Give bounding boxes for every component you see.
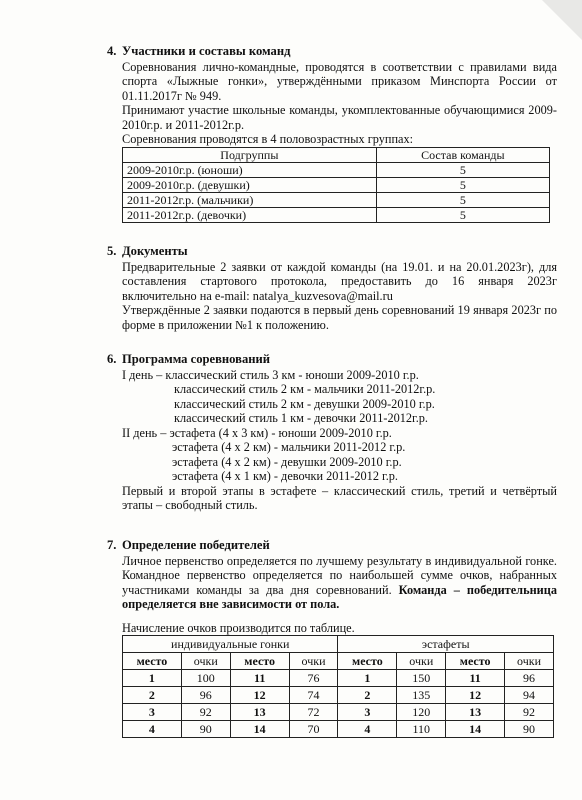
table-cell: 12 [230, 687, 289, 704]
table-cell: 90 [505, 721, 554, 738]
table-cell: 5 [376, 162, 549, 177]
table-cell: 110 [397, 721, 446, 738]
column-header: место [230, 653, 289, 670]
table-cell: 5 [376, 207, 549, 222]
table-cell: 150 [397, 670, 446, 687]
table-row [123, 670, 554, 687]
table-cell: 2 [123, 687, 182, 704]
column-header: очки [289, 653, 338, 670]
table-row [123, 177, 550, 192]
points-table [122, 635, 554, 738]
section-title: Программа соревнований [122, 352, 271, 366]
program-line: эстафета (4 х 2 км) - мальчики 2011-2012 г.р. [172, 440, 406, 454]
program-line: классический стиль 1 км - девочки 2011-2012г.р. [174, 411, 428, 425]
program-line: II день – эстафета (4 х 3 км) - юноши 2009-2010 г.р. [122, 425, 392, 440]
paragraph-bold-text: Команда – победительница определяется вне зависимости от пола. [122, 582, 557, 611]
paragraph: Начисление очков производится по таблице. [122, 620, 355, 635]
table-cell: 2011-2012г.р. (девочки) [123, 207, 377, 222]
table-cell: 11 [446, 670, 505, 687]
table-cell: 1 [338, 670, 397, 687]
table-row [123, 687, 554, 704]
table-row [123, 207, 550, 222]
table-row [123, 162, 550, 177]
program-line: эстафета (4 х 2 км) - девушки 2009-2010 г.р. [172, 454, 402, 469]
table-cell: 70 [289, 721, 338, 738]
column-header: Подгруппы [123, 147, 377, 162]
table-cell: 96 [505, 670, 554, 687]
table-cell: 4 [123, 721, 182, 738]
group-header: индивидуальные гонки [123, 636, 338, 653]
table-cell: 96 [181, 687, 230, 704]
paragraph-text: Личное первенство определяется по лучшему результату в индивидуальной гонке. Командное первенство определяется по наибольшей сумме очков, набранных участниками команды за два дня соревнований. [122, 553, 557, 597]
section-title: Документы [122, 244, 188, 258]
table-cell: 3 [338, 704, 397, 721]
groups-table [122, 147, 550, 223]
section-documents [107, 244, 557, 332]
table-cell: 1 [123, 670, 182, 687]
paragraph: Соревнования проводятся в 4 половозрастных группах: [122, 132, 414, 146]
column-header: очки [505, 653, 554, 670]
paragraph: Принимают участие школьные команды, укомплектованные обучающимися 2009-2010г.р. и 2011-2012г.р. [122, 103, 557, 132]
table-cell: 90 [181, 721, 230, 738]
section-number: 6. [107, 352, 117, 366]
paragraph: Предварительные 2 заявки от каждой команды (на 19.01. и на 20.01.2023г), для составления стартового протокола, предоставить до 16 января 2023г включительно на e-mail: natalya_kuzvesova@mail.ru [122, 259, 557, 303]
table-cell: 94 [505, 687, 554, 704]
table-cell: 135 [397, 687, 446, 704]
program-line: классический стиль 2 км - мальчики 2011-2012г.р. [174, 382, 436, 396]
section-number: 4. [107, 44, 117, 58]
table-cell: 76 [289, 670, 338, 687]
table-cell: 2011-2012г.р. (мальчики) [123, 192, 377, 207]
table-cell: 14 [446, 721, 505, 738]
page-corner-fold [542, 0, 582, 40]
section-participants [107, 44, 557, 223]
paragraph: Утверждённые 2 заявки подаются в первый день соревнований 19 января 2023г по форме в приложении №1 к положению. [122, 303, 557, 332]
section-title: Определение победителей [122, 538, 270, 552]
table-cell: 92 [505, 704, 554, 721]
program-line: классический стиль 2 км - девушки 2009-2010 г.р. [174, 396, 435, 411]
table-cell: 14 [230, 721, 289, 738]
table-cell: 100 [181, 670, 230, 687]
paragraph: Первый и второй этапы в эстафете – классический стиль, третий и четвёртый этапы – свободный стиль. [122, 483, 557, 512]
column-header: очки [181, 653, 230, 670]
table-row [123, 721, 554, 738]
table-cell: 2 [338, 687, 397, 704]
table-cell: 13 [230, 704, 289, 721]
table-cell: 5 [376, 192, 549, 207]
table-cell: 4 [338, 721, 397, 738]
table-row [123, 192, 550, 207]
table-cell: 2009-2010г.р. (девушки) [123, 177, 377, 192]
section-heading [107, 538, 557, 553]
section-title: Участники и составы команд [122, 44, 291, 58]
section-heading [107, 352, 557, 367]
table-cell: 11 [230, 670, 289, 687]
table-cell: 13 [446, 704, 505, 721]
column-header: Состав команды [376, 147, 549, 162]
section-heading [107, 44, 557, 59]
section-winners [107, 538, 557, 738]
column-header: место [123, 653, 182, 670]
paragraph: Соревнования лично-командные, проводятся в соответствии с правилами вида спорта «Лыжные гонки», утверждёнными приказом Минспорта России от 01.11.2017г № 949. [122, 59, 557, 103]
section-number: 7. [107, 538, 117, 552]
column-header: очки [397, 653, 446, 670]
program-line: эстафета (4 х 1 км) - девочки 2011-2012 г.р. [172, 469, 398, 483]
table-cell: 2009-2010г.р. (юноши) [123, 162, 377, 177]
column-header: место [338, 653, 397, 670]
table-row [123, 704, 554, 721]
table-cell: 72 [289, 704, 338, 721]
table-cell: 74 [289, 687, 338, 704]
table-cell: 120 [397, 704, 446, 721]
group-header: эстафеты [338, 636, 554, 653]
column-header: место [446, 653, 505, 670]
table-cell: 92 [181, 704, 230, 721]
table-cell: 12 [446, 687, 505, 704]
section-number: 5. [107, 244, 117, 258]
table-cell: 5 [376, 177, 549, 192]
paragraph [122, 554, 557, 612]
section-heading [107, 244, 557, 259]
section-program [107, 352, 557, 513]
table-cell: 3 [123, 704, 182, 721]
program-line: I день – классический стиль 3 км - юноши 2009-2010 г.р. [122, 367, 419, 382]
